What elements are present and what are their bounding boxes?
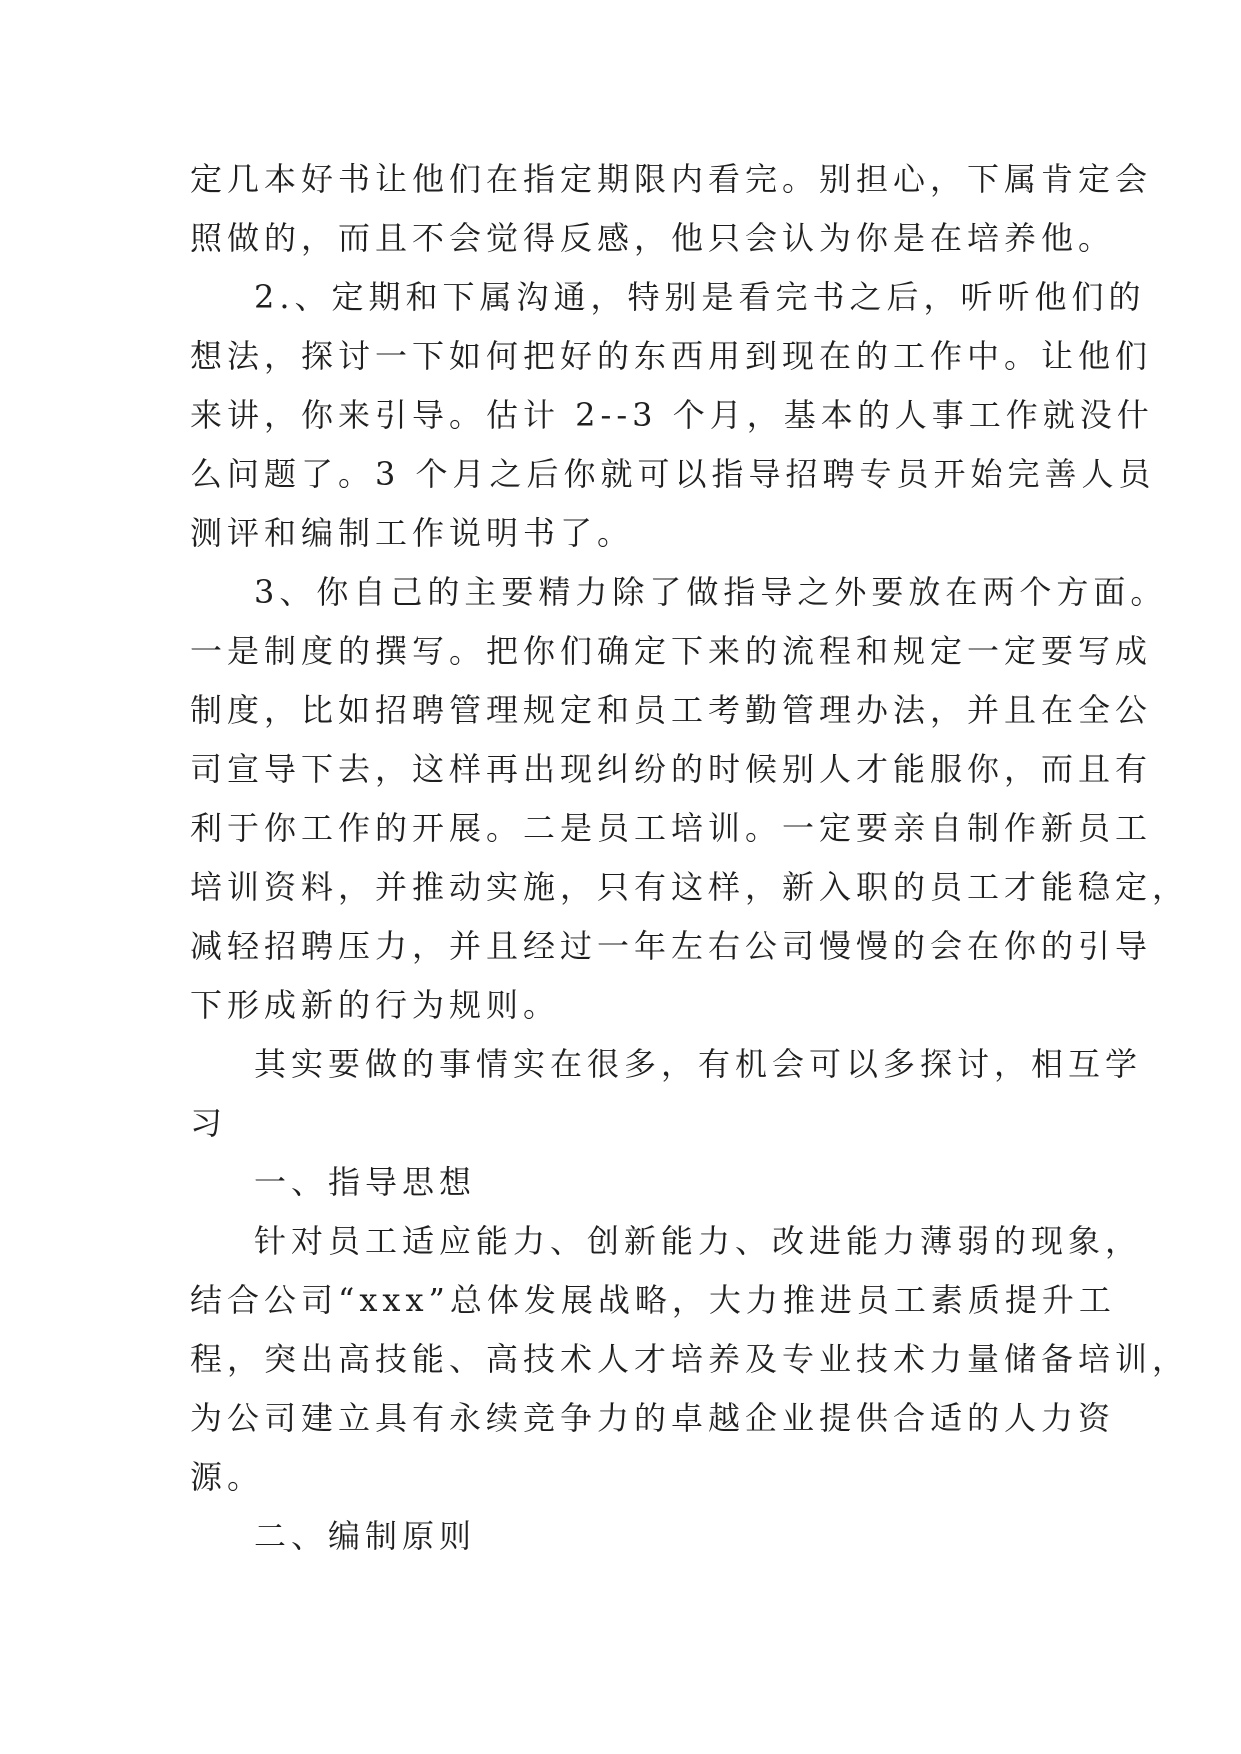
section-heading: 一、指导思想: [254, 1163, 477, 1201]
body-line: 培训资料，并推动实施，只有这样，新入职的员工才能稳定，: [190, 868, 1190, 906]
body-line: 一是制度的撰写。把你们确定下来的流程和规定一定要写成: [190, 632, 1153, 670]
body-line: 来讲，你来引导。估计 2--3 个月，基本的人事工作就没什: [190, 396, 1154, 434]
body-line: 结合公司“xxx”总体发展战略，大力推进员工素质提升工: [190, 1281, 1116, 1319]
body-line: 测评和编制工作说明书了。: [190, 514, 635, 552]
body-line: 针对员工适应能力、创新能力、改进能力薄弱的现象，: [254, 1222, 1143, 1260]
body-line: 习: [190, 1104, 228, 1142]
body-line: 么问题了。3 个月之后你就可以指导招聘专员开始完善人员: [190, 455, 1156, 493]
body-line: 定几本好书让他们在指定期限内看完。别担心，下属肯定会: [190, 160, 1153, 198]
body-line: 利于你工作的开展。二是员工培训。一定要亲自制作新员工: [190, 809, 1153, 847]
body-line: 照做的，而且不会觉得反感，他只会认为你是在培养他。: [190, 219, 1116, 257]
body-line: 3、你自己的主要精力除了做指导之外要放在两个方面。: [254, 573, 1168, 611]
section-heading: 二、编制原则: [254, 1517, 477, 1555]
document-body: [190, 150, 1190, 1566]
body-line: 下形成新的行为规则。: [190, 986, 561, 1024]
body-line: 为公司建立具有永续竞争力的卓越企业提供合适的人力资: [190, 1399, 1116, 1437]
body-line: 减轻招聘压力，并且经过一年左右公司慢慢的会在你的引导: [190, 927, 1153, 965]
body-line: 程，突出高技能、高技术人才培养及专业技术力量储备培训，: [190, 1340, 1190, 1378]
body-line: 司宣导下去，这样再出现纠纷的时候别人才能服你，而且有: [190, 750, 1153, 788]
body-line: 2.、定期和下属沟通，特别是看完书之后，听听他们的: [254, 278, 1146, 316]
body-line: 制度，比如招聘管理规定和员工考勤管理办法，并且在全公: [190, 691, 1153, 729]
body-line: 其实要做的事情实在很多，有机会可以多探讨，相互学: [254, 1045, 1143, 1083]
body-line: 想法，探讨一下如何把好的东西用到现在的工作中。让他们: [190, 337, 1153, 375]
body-line: 源。: [190, 1458, 265, 1496]
